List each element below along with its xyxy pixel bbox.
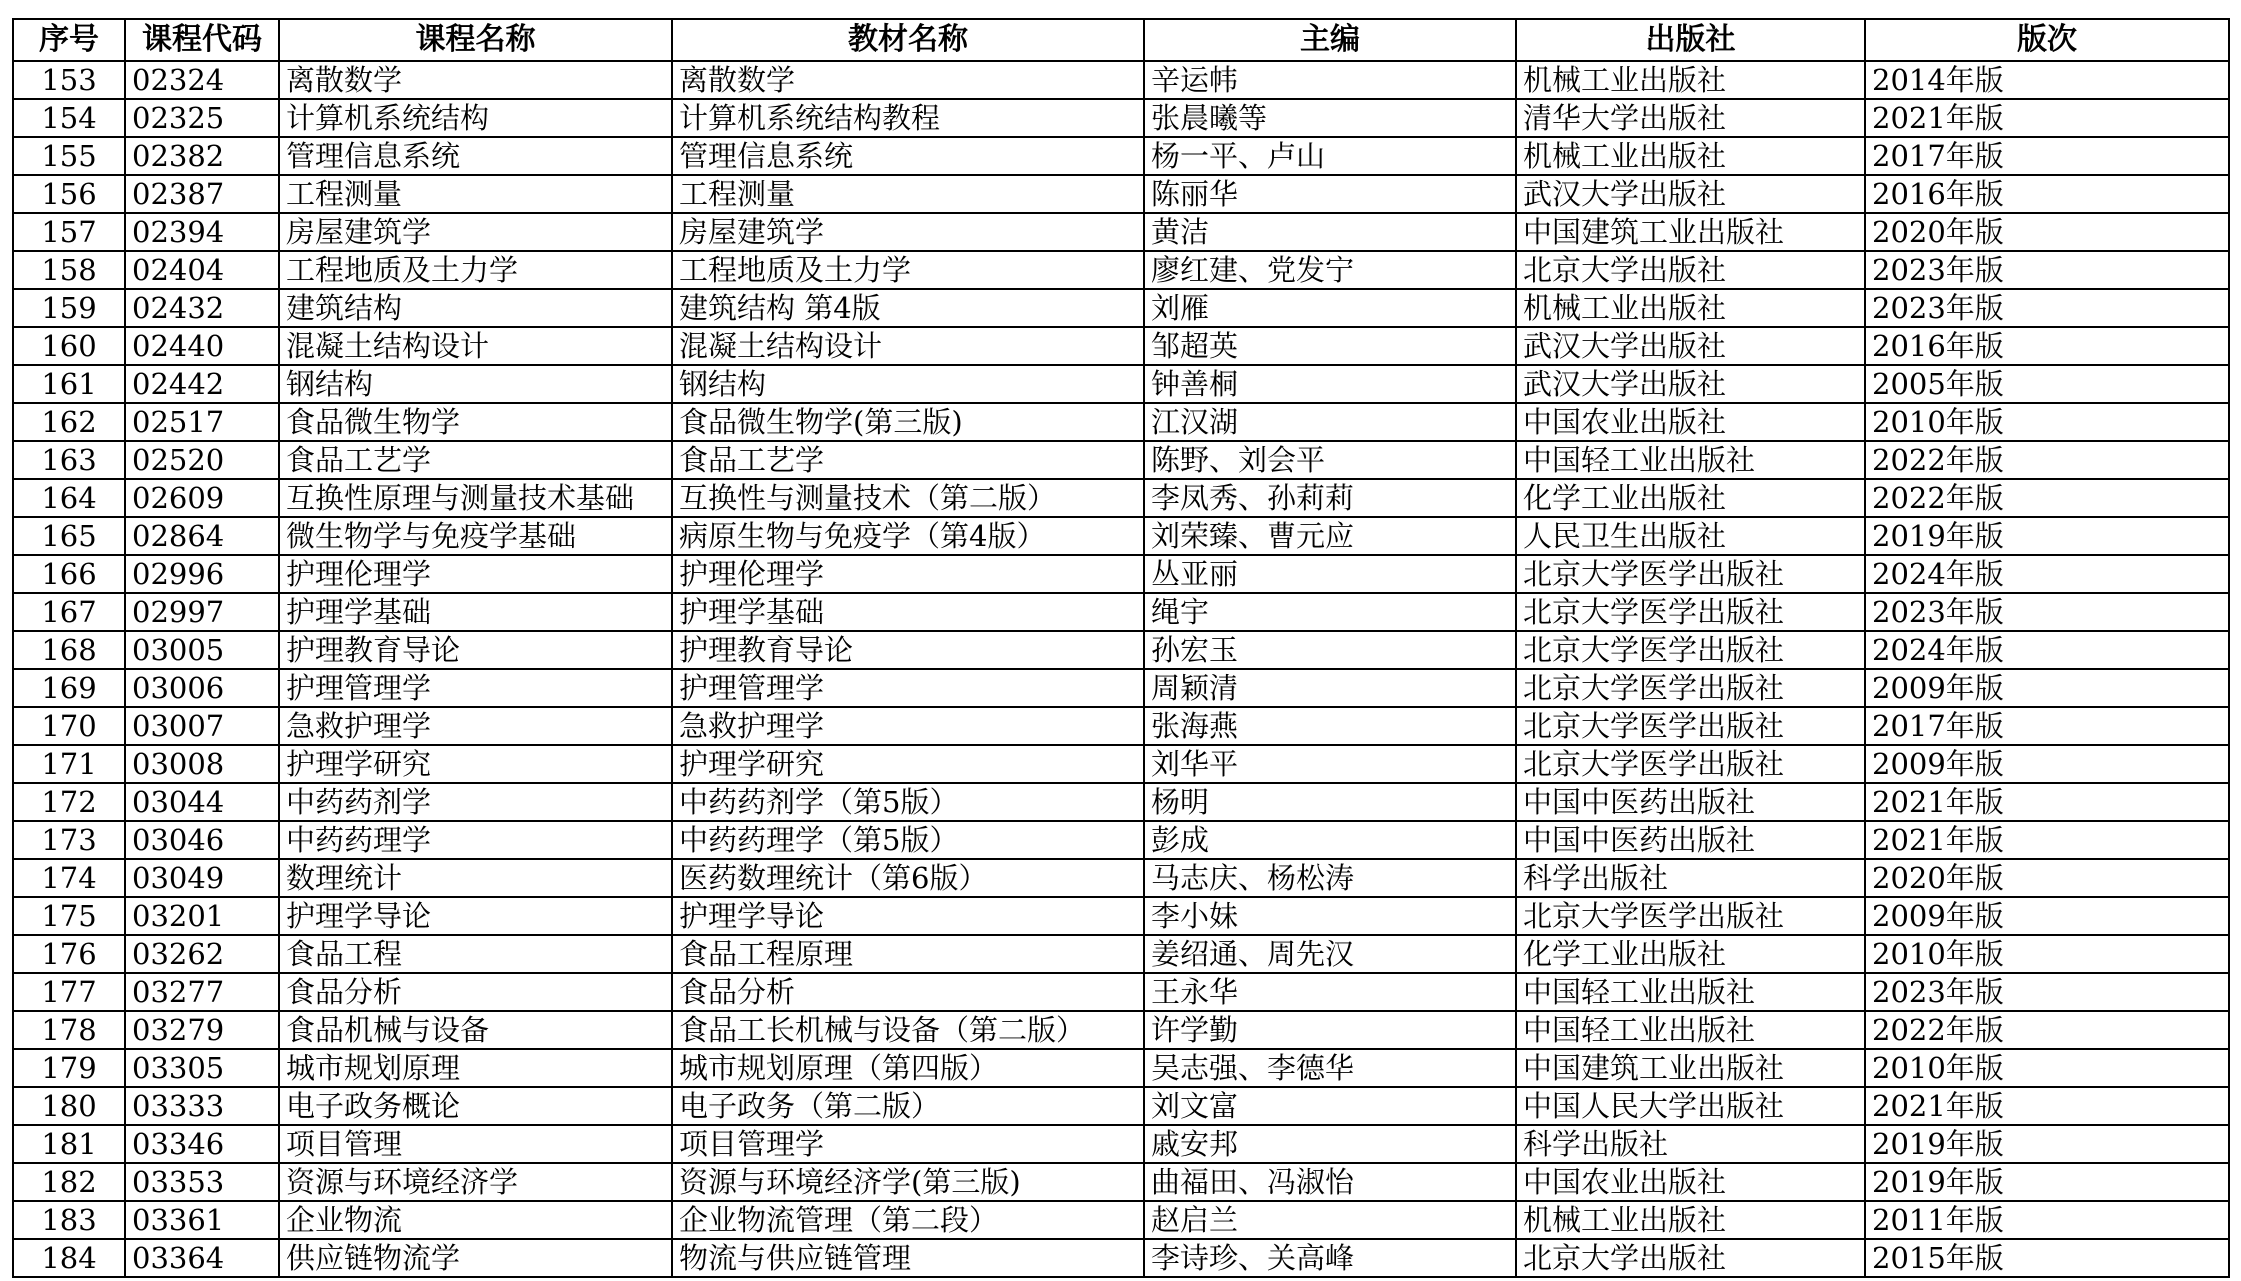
table-row	[13, 441, 2229, 479]
cell-edition: 2019年版	[1865, 1163, 2229, 1201]
cell-publisher: 北京大学医学出版社	[1516, 593, 1865, 631]
cell-edition: 2005年版	[1865, 365, 2229, 403]
cell-seq: 156	[13, 175, 125, 213]
table-row	[13, 783, 2229, 821]
cell-seq: 163	[13, 441, 125, 479]
cell-textbook-name: 中药药理学（第5版）	[672, 821, 1144, 859]
cell-course-code: 03346	[125, 1125, 279, 1163]
cell-edition: 2009年版	[1865, 669, 2229, 707]
cell-publisher: 北京大学出版社	[1516, 1239, 1865, 1277]
cell-editor: 马志庆、杨松涛	[1144, 859, 1516, 897]
cell-edition: 2014年版	[1865, 61, 2229, 99]
cell-course-code: 02520	[125, 441, 279, 479]
table-row	[13, 137, 2229, 175]
cell-textbook-name: 护理伦理学	[672, 555, 1144, 593]
cell-course-name: 微生物学与免疫学基础	[279, 517, 672, 555]
cell-textbook-name: 互换性与测量技术（第二版）	[672, 479, 1144, 517]
cell-publisher: 北京大学医学出版社	[1516, 631, 1865, 669]
table-body	[13, 61, 2229, 1277]
cell-course-name: 中药药剂学	[279, 783, 672, 821]
cell-course-code: 03201	[125, 897, 279, 935]
cell-course-code: 02996	[125, 555, 279, 593]
cell-editor: 刘文富	[1144, 1087, 1516, 1125]
cell-course-name: 资源与环境经济学	[279, 1163, 672, 1201]
cell-course-code: 03364	[125, 1239, 279, 1277]
cell-editor: 李凤秀、孙莉莉	[1144, 479, 1516, 517]
cell-textbook-name: 计算机系统结构教程	[672, 99, 1144, 137]
cell-editor: 钟善桐	[1144, 365, 1516, 403]
cell-textbook-name: 管理信息系统	[672, 137, 1144, 175]
cell-seq: 181	[13, 1125, 125, 1163]
cell-textbook-name: 钢结构	[672, 365, 1144, 403]
cell-publisher: 武汉大学出版社	[1516, 175, 1865, 213]
cell-editor: 江汉湖	[1144, 403, 1516, 441]
cell-seq: 183	[13, 1201, 125, 1239]
table-row	[13, 213, 2229, 251]
cell-textbook-name: 企业物流管理（第二段）	[672, 1201, 1144, 1239]
cell-publisher: 人民卫生出版社	[1516, 517, 1865, 555]
cell-edition: 2015年版	[1865, 1239, 2229, 1277]
header-editor: 主编	[1144, 19, 1516, 61]
cell-course-code: 02432	[125, 289, 279, 327]
textbook-table	[12, 18, 2230, 1278]
table-row	[13, 745, 2229, 783]
cell-editor: 许学勤	[1144, 1011, 1516, 1049]
cell-edition: 2021年版	[1865, 1087, 2229, 1125]
table-row	[13, 935, 2229, 973]
cell-course-code: 02382	[125, 137, 279, 175]
cell-publisher: 武汉大学出版社	[1516, 365, 1865, 403]
table-row	[13, 555, 2229, 593]
cell-edition: 2021年版	[1865, 99, 2229, 137]
cell-publisher: 中国建筑工业出版社	[1516, 213, 1865, 251]
cell-textbook-name: 中药药剂学（第5版）	[672, 783, 1144, 821]
cell-editor: 王永华	[1144, 973, 1516, 1011]
cell-seq: 157	[13, 213, 125, 251]
cell-course-code: 02442	[125, 365, 279, 403]
cell-course-code: 03049	[125, 859, 279, 897]
cell-course-name: 数理统计	[279, 859, 672, 897]
cell-edition: 2009年版	[1865, 745, 2229, 783]
cell-editor: 陈野、刘会平	[1144, 441, 1516, 479]
cell-textbook-name: 护理学研究	[672, 745, 1144, 783]
cell-course-code: 03008	[125, 745, 279, 783]
cell-seq: 159	[13, 289, 125, 327]
cell-publisher: 北京大学医学出版社	[1516, 707, 1865, 745]
cell-edition: 2021年版	[1865, 821, 2229, 859]
cell-textbook-name: 工程地质及土力学	[672, 251, 1144, 289]
cell-course-code: 03333	[125, 1087, 279, 1125]
cell-publisher: 中国农业出版社	[1516, 1163, 1865, 1201]
cell-publisher: 化学工业出版社	[1516, 479, 1865, 517]
cell-publisher: 机械工业出版社	[1516, 1201, 1865, 1239]
cell-editor: 刘华平	[1144, 745, 1516, 783]
cell-seq: 153	[13, 61, 125, 99]
cell-textbook-name: 病原生物与免疫学（第4版）	[672, 517, 1144, 555]
cell-course-name: 项目管理	[279, 1125, 672, 1163]
cell-seq: 170	[13, 707, 125, 745]
cell-edition: 2017年版	[1865, 707, 2229, 745]
cell-edition: 2024年版	[1865, 631, 2229, 669]
cell-seq: 167	[13, 593, 125, 631]
cell-textbook-name: 护理学基础	[672, 593, 1144, 631]
cell-seq: 172	[13, 783, 125, 821]
cell-course-code: 02325	[125, 99, 279, 137]
cell-course-code: 03044	[125, 783, 279, 821]
cell-seq: 184	[13, 1239, 125, 1277]
cell-course-name: 房屋建筑学	[279, 213, 672, 251]
table-row	[13, 859, 2229, 897]
cell-course-name: 护理学基础	[279, 593, 672, 631]
cell-publisher: 中国人民大学出版社	[1516, 1087, 1865, 1125]
cell-seq: 166	[13, 555, 125, 593]
cell-editor: 陈丽华	[1144, 175, 1516, 213]
cell-editor: 戚安邦	[1144, 1125, 1516, 1163]
table-row	[13, 517, 2229, 555]
cell-edition: 2020年版	[1865, 859, 2229, 897]
cell-publisher: 科学出版社	[1516, 859, 1865, 897]
cell-textbook-name: 建筑结构 第4版	[672, 289, 1144, 327]
cell-publisher: 科学出版社	[1516, 1125, 1865, 1163]
cell-seq: 175	[13, 897, 125, 935]
cell-course-name: 互换性原理与测量技术基础	[279, 479, 672, 517]
cell-publisher: 化学工业出版社	[1516, 935, 1865, 973]
cell-edition: 2009年版	[1865, 897, 2229, 935]
cell-course-code: 02404	[125, 251, 279, 289]
cell-edition: 2016年版	[1865, 327, 2229, 365]
cell-course-name: 急救护理学	[279, 707, 672, 745]
table-row	[13, 99, 2229, 137]
cell-edition: 2019年版	[1865, 517, 2229, 555]
cell-editor: 吴志强、李德华	[1144, 1049, 1516, 1087]
cell-editor: 李诗珍、关高峰	[1144, 1239, 1516, 1277]
cell-publisher: 北京大学医学出版社	[1516, 669, 1865, 707]
cell-course-name: 电子政务概论	[279, 1087, 672, 1125]
cell-course-name: 工程地质及土力学	[279, 251, 672, 289]
table-row	[13, 365, 2229, 403]
table-row	[13, 1125, 2229, 1163]
cell-textbook-name: 离散数学	[672, 61, 1144, 99]
cell-course-name: 混凝土结构设计	[279, 327, 672, 365]
table-row	[13, 821, 2229, 859]
cell-course-code: 02517	[125, 403, 279, 441]
cell-textbook-name: 护理教育导论	[672, 631, 1144, 669]
header-course-name: 课程名称	[279, 19, 672, 61]
cell-course-code: 03007	[125, 707, 279, 745]
cell-editor: 彭成	[1144, 821, 1516, 859]
cell-course-name: 食品微生物学	[279, 403, 672, 441]
cell-editor: 周颖清	[1144, 669, 1516, 707]
cell-edition: 2020年版	[1865, 213, 2229, 251]
cell-publisher: 中国轻工业出版社	[1516, 1011, 1865, 1049]
cell-edition: 2010年版	[1865, 403, 2229, 441]
cell-textbook-name: 工程测量	[672, 175, 1144, 213]
table-row	[13, 175, 2229, 213]
cell-course-code: 03353	[125, 1163, 279, 1201]
cell-course-code: 02440	[125, 327, 279, 365]
cell-publisher: 中国轻工业出版社	[1516, 441, 1865, 479]
cell-course-name: 护理学导论	[279, 897, 672, 935]
cell-edition: 2022年版	[1865, 479, 2229, 517]
cell-edition: 2019年版	[1865, 1125, 2229, 1163]
cell-course-code: 03361	[125, 1201, 279, 1239]
cell-course-name: 护理管理学	[279, 669, 672, 707]
cell-seq: 168	[13, 631, 125, 669]
table-row	[13, 593, 2229, 631]
cell-course-name: 建筑结构	[279, 289, 672, 327]
cell-course-name: 城市规划原理	[279, 1049, 672, 1087]
cell-course-code: 03005	[125, 631, 279, 669]
cell-publisher: 中国建筑工业出版社	[1516, 1049, 1865, 1087]
cell-publisher: 机械工业出版社	[1516, 289, 1865, 327]
cell-edition: 2010年版	[1865, 1049, 2229, 1087]
cell-editor: 丛亚丽	[1144, 555, 1516, 593]
cell-textbook-name: 资源与环境经济学(第三版)	[672, 1163, 1144, 1201]
cell-textbook-name: 护理学导论	[672, 897, 1144, 935]
header-edition: 版次	[1865, 19, 2229, 61]
cell-edition: 2011年版	[1865, 1201, 2229, 1239]
cell-publisher: 中国中医药出版社	[1516, 821, 1865, 859]
cell-course-name: 食品机械与设备	[279, 1011, 672, 1049]
cell-textbook-name: 食品工长机械与设备（第二版）	[672, 1011, 1144, 1049]
cell-publisher: 北京大学出版社	[1516, 251, 1865, 289]
cell-course-name: 食品分析	[279, 973, 672, 1011]
table-row	[13, 973, 2229, 1011]
cell-edition: 2023年版	[1865, 973, 2229, 1011]
table-row	[13, 897, 2229, 935]
cell-textbook-name: 医药数理统计（第6版）	[672, 859, 1144, 897]
cell-seq: 182	[13, 1163, 125, 1201]
cell-editor: 李小妹	[1144, 897, 1516, 935]
cell-textbook-name: 食品微生物学(第三版)	[672, 403, 1144, 441]
table-row	[13, 479, 2229, 517]
cell-seq: 177	[13, 973, 125, 1011]
cell-edition: 2021年版	[1865, 783, 2229, 821]
cell-editor: 姜绍通、周先汉	[1144, 935, 1516, 973]
table-row	[13, 1201, 2229, 1239]
cell-edition: 2017年版	[1865, 137, 2229, 175]
cell-course-code: 02324	[125, 61, 279, 99]
cell-publisher: 武汉大学出版社	[1516, 327, 1865, 365]
header-course-code: 课程代码	[125, 19, 279, 61]
cell-course-code: 02387	[125, 175, 279, 213]
textbook-list-sheet	[12, 18, 2228, 1278]
cell-textbook-name: 项目管理学	[672, 1125, 1144, 1163]
cell-course-code: 03279	[125, 1011, 279, 1049]
cell-course-name: 食品工艺学	[279, 441, 672, 479]
cell-course-name: 护理伦理学	[279, 555, 672, 593]
cell-editor: 曲福田、冯淑怡	[1144, 1163, 1516, 1201]
cell-publisher: 中国中医药出版社	[1516, 783, 1865, 821]
cell-editor: 赵启兰	[1144, 1201, 1516, 1239]
cell-textbook-name: 电子政务（第二版）	[672, 1087, 1144, 1125]
cell-seq: 162	[13, 403, 125, 441]
cell-course-code: 03305	[125, 1049, 279, 1087]
cell-seq: 160	[13, 327, 125, 365]
cell-publisher: 中国农业出版社	[1516, 403, 1865, 441]
cell-course-name: 供应链物流学	[279, 1239, 672, 1277]
table-row	[13, 289, 2229, 327]
cell-course-code: 03046	[125, 821, 279, 859]
cell-course-code: 03277	[125, 973, 279, 1011]
cell-seq: 155	[13, 137, 125, 175]
cell-publisher: 机械工业出版社	[1516, 137, 1865, 175]
cell-seq: 180	[13, 1087, 125, 1125]
cell-course-name: 护理教育导论	[279, 631, 672, 669]
cell-seq: 161	[13, 365, 125, 403]
cell-course-name: 企业物流	[279, 1201, 672, 1239]
cell-course-name: 钢结构	[279, 365, 672, 403]
cell-textbook-name: 护理管理学	[672, 669, 1144, 707]
cell-seq: 154	[13, 99, 125, 137]
header-publisher: 出版社	[1516, 19, 1865, 61]
cell-editor: 杨一平、卢山	[1144, 137, 1516, 175]
cell-editor: 孙宏玉	[1144, 631, 1516, 669]
table-row	[13, 1087, 2229, 1125]
cell-seq: 173	[13, 821, 125, 859]
cell-editor: 邹超英	[1144, 327, 1516, 365]
cell-publisher: 机械工业出版社	[1516, 61, 1865, 99]
cell-editor: 刘雁	[1144, 289, 1516, 327]
table-row	[13, 1011, 2229, 1049]
cell-editor: 杨明	[1144, 783, 1516, 821]
table-row	[13, 669, 2229, 707]
cell-textbook-name: 物流与供应链管理	[672, 1239, 1144, 1277]
cell-seq: 179	[13, 1049, 125, 1087]
cell-course-code: 02864	[125, 517, 279, 555]
cell-textbook-name: 城市规划原理（第四版）	[672, 1049, 1144, 1087]
table-row	[13, 251, 2229, 289]
cell-course-name: 计算机系统结构	[279, 99, 672, 137]
table-row	[13, 631, 2229, 669]
cell-publisher: 北京大学医学出版社	[1516, 555, 1865, 593]
cell-editor: 廖红建、党发宁	[1144, 251, 1516, 289]
cell-course-name: 中药药理学	[279, 821, 672, 859]
cell-edition: 2023年版	[1865, 593, 2229, 631]
cell-course-code: 02997	[125, 593, 279, 631]
cell-course-name: 离散数学	[279, 61, 672, 99]
cell-seq: 178	[13, 1011, 125, 1049]
cell-course-code: 03006	[125, 669, 279, 707]
cell-edition: 2016年版	[1865, 175, 2229, 213]
cell-edition: 2022年版	[1865, 441, 2229, 479]
cell-editor: 张海燕	[1144, 707, 1516, 745]
cell-publisher: 中国轻工业出版社	[1516, 973, 1865, 1011]
cell-seq: 176	[13, 935, 125, 973]
cell-publisher: 清华大学出版社	[1516, 99, 1865, 137]
cell-textbook-name: 食品工程原理	[672, 935, 1144, 973]
cell-editor: 黄洁	[1144, 213, 1516, 251]
table-row	[13, 61, 2229, 99]
table-header-row	[13, 19, 2229, 61]
table-row	[13, 707, 2229, 745]
cell-seq: 165	[13, 517, 125, 555]
cell-publisher: 北京大学医学出版社	[1516, 745, 1865, 783]
cell-edition: 2022年版	[1865, 1011, 2229, 1049]
table-row	[13, 1239, 2229, 1277]
cell-textbook-name: 房屋建筑学	[672, 213, 1144, 251]
cell-course-name: 管理信息系统	[279, 137, 672, 175]
cell-course-code: 02609	[125, 479, 279, 517]
table-row	[13, 403, 2229, 441]
cell-editor: 绳宇	[1144, 593, 1516, 631]
cell-edition: 2024年版	[1865, 555, 2229, 593]
cell-textbook-name: 混凝土结构设计	[672, 327, 1144, 365]
cell-edition: 2023年版	[1865, 251, 2229, 289]
table-row	[13, 1163, 2229, 1201]
cell-course-name: 护理学研究	[279, 745, 672, 783]
cell-course-code: 02394	[125, 213, 279, 251]
header-seq: 序号	[13, 19, 125, 61]
cell-seq: 169	[13, 669, 125, 707]
cell-textbook-name: 食品工艺学	[672, 441, 1144, 479]
cell-publisher: 北京大学医学出版社	[1516, 897, 1865, 935]
cell-edition: 2023年版	[1865, 289, 2229, 327]
cell-seq: 164	[13, 479, 125, 517]
table-row	[13, 327, 2229, 365]
cell-seq: 174	[13, 859, 125, 897]
table-row	[13, 1049, 2229, 1087]
cell-editor: 辛运帏	[1144, 61, 1516, 99]
cell-textbook-name: 急救护理学	[672, 707, 1144, 745]
cell-seq: 171	[13, 745, 125, 783]
cell-editor: 张晨曦等	[1144, 99, 1516, 137]
cell-seq: 158	[13, 251, 125, 289]
cell-edition: 2010年版	[1865, 935, 2229, 973]
cell-course-code: 03262	[125, 935, 279, 973]
cell-course-name: 食品工程	[279, 935, 672, 973]
cell-textbook-name: 食品分析	[672, 973, 1144, 1011]
header-textbook-name: 教材名称	[672, 19, 1144, 61]
cell-editor: 刘荣臻、曹元应	[1144, 517, 1516, 555]
cell-course-name: 工程测量	[279, 175, 672, 213]
